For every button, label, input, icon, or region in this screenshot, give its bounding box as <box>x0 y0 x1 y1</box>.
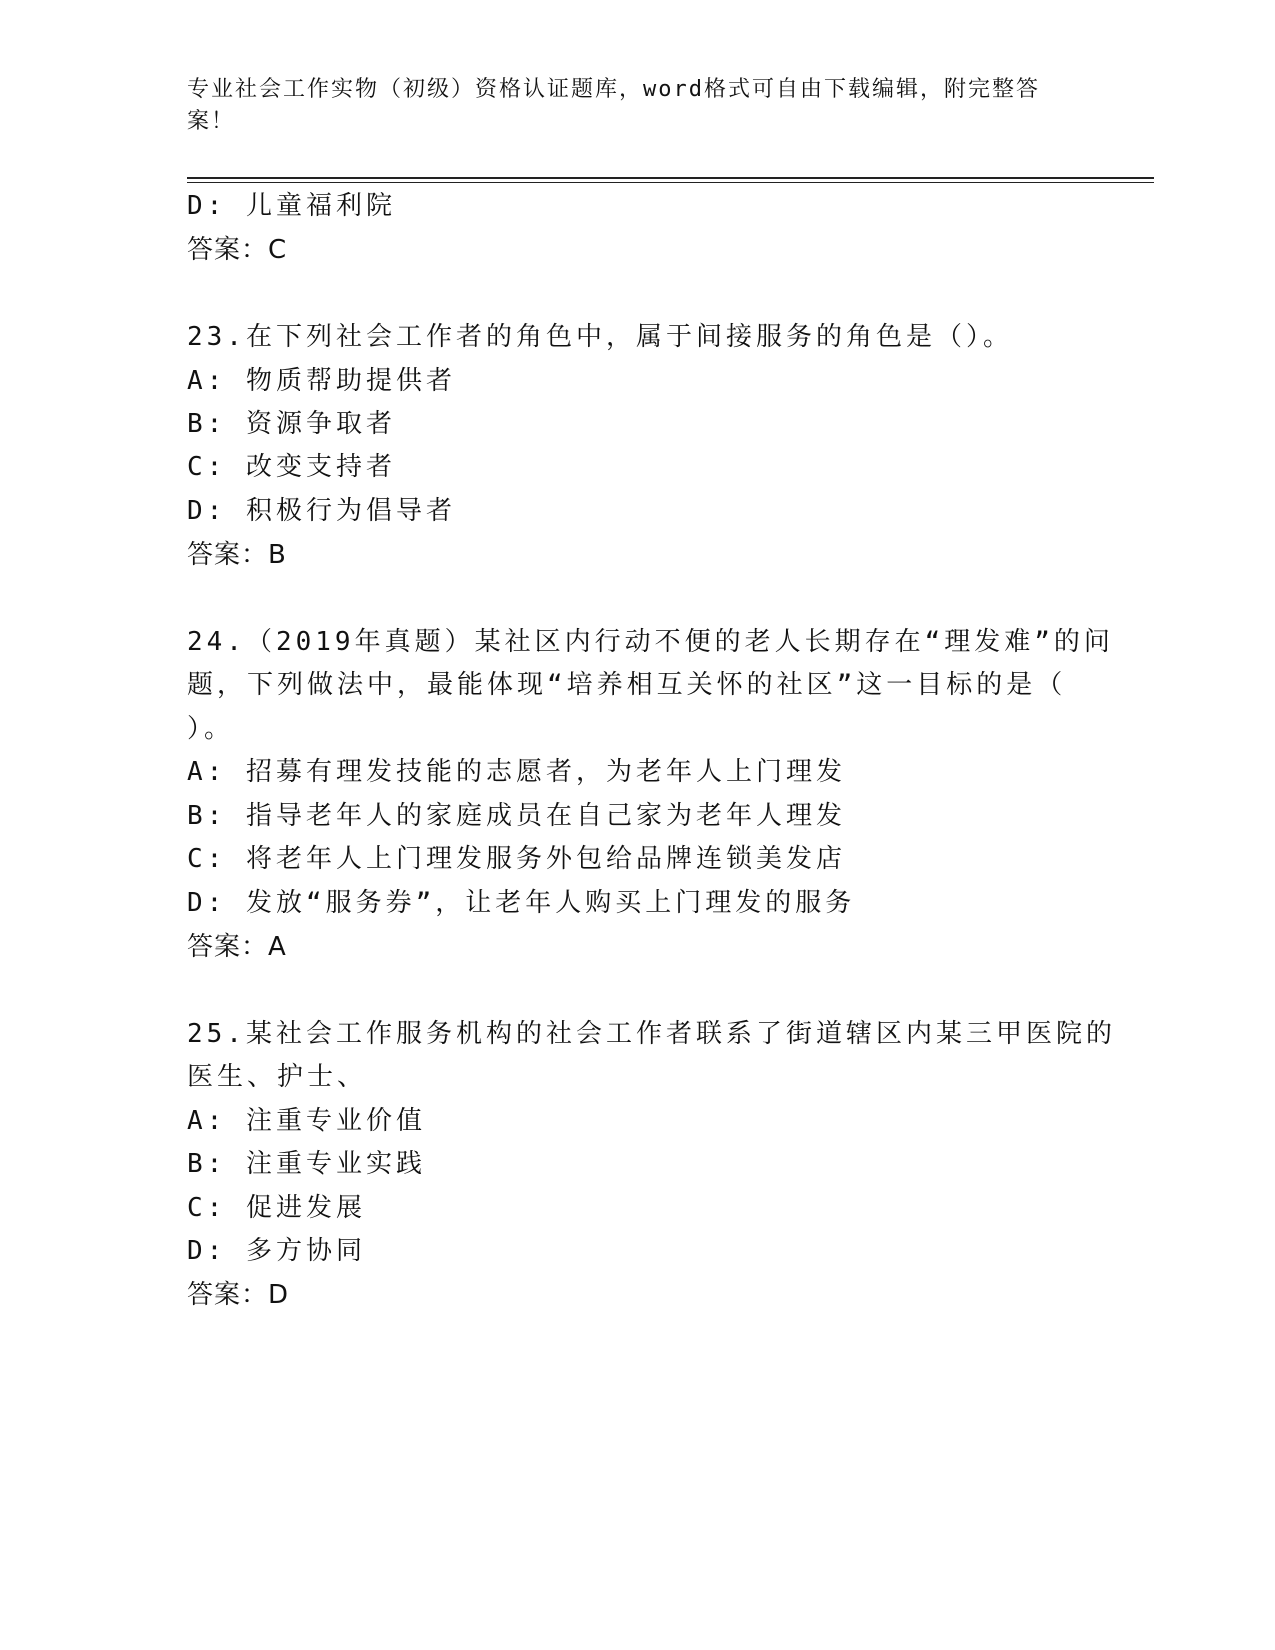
q23-option-b: B: 资源争取者 <box>187 409 396 439</box>
q23-option-d: D: 积极行为倡导者 <box>187 496 456 526</box>
q23-option-a: A: 物质帮助提供者 <box>187 366 456 396</box>
q22-answer: 答案：C <box>187 235 288 265</box>
q25-stem-line1: 25.某社会工作服务机构的社会工作者联系了街道辖区内某三甲医院的 <box>187 1019 1116 1049</box>
header-divider-thin <box>187 182 1154 183</box>
q23-answer: 答案：B <box>187 540 287 570</box>
header-divider-thick <box>187 177 1154 179</box>
q25-stem-line2: 医生、护士、 <box>187 1062 368 1092</box>
q25-answer: 答案：D <box>187 1280 290 1310</box>
q24-stem-line1: 24.（2019年真题）某社区内行动不便的老人长期存在“理发难”的问 <box>187 627 1114 657</box>
page-header: 专业社会工作实物（初级）资格认证题库，word格式可自由下载编辑，附完整答案！ <box>187 77 1040 134</box>
q24-stem-line2: 题，下列做法中，最能体现“培养相互关怀的社区”这一目标的是（ <box>187 670 1067 700</box>
q24-stem-line3: ）。 <box>187 714 235 744</box>
q22-option-d: D: 儿童福利院 <box>187 191 396 221</box>
q24-option-b: B: 指导老年人的家庭成员在自己家为老年人理发 <box>187 801 846 831</box>
q25-option-c: C: 促进发展 <box>187 1193 366 1223</box>
q24-option-a: A: 招募有理发技能的志愿者，为老年人上门理发 <box>187 757 846 787</box>
q25-option-a: A: 注重专业价值 <box>187 1106 426 1136</box>
q23-option-c: C: 改变支持者 <box>187 452 396 482</box>
q25-option-b: B: 注重专业实践 <box>187 1149 426 1179</box>
q24-option-c: C: 将老年人上门理发服务外包给品牌连锁美发店 <box>187 844 846 874</box>
q23-stem: 23.在下列社会工作者的角色中，属于间接服务的角色是（）。 <box>187 322 1013 352</box>
q24-option-d: D: 发放“服务券”，让老年人购买上门理发的服务 <box>187 888 856 918</box>
q25-option-d: D: 多方协同 <box>187 1236 366 1266</box>
q24-answer: 答案：A <box>187 932 287 962</box>
